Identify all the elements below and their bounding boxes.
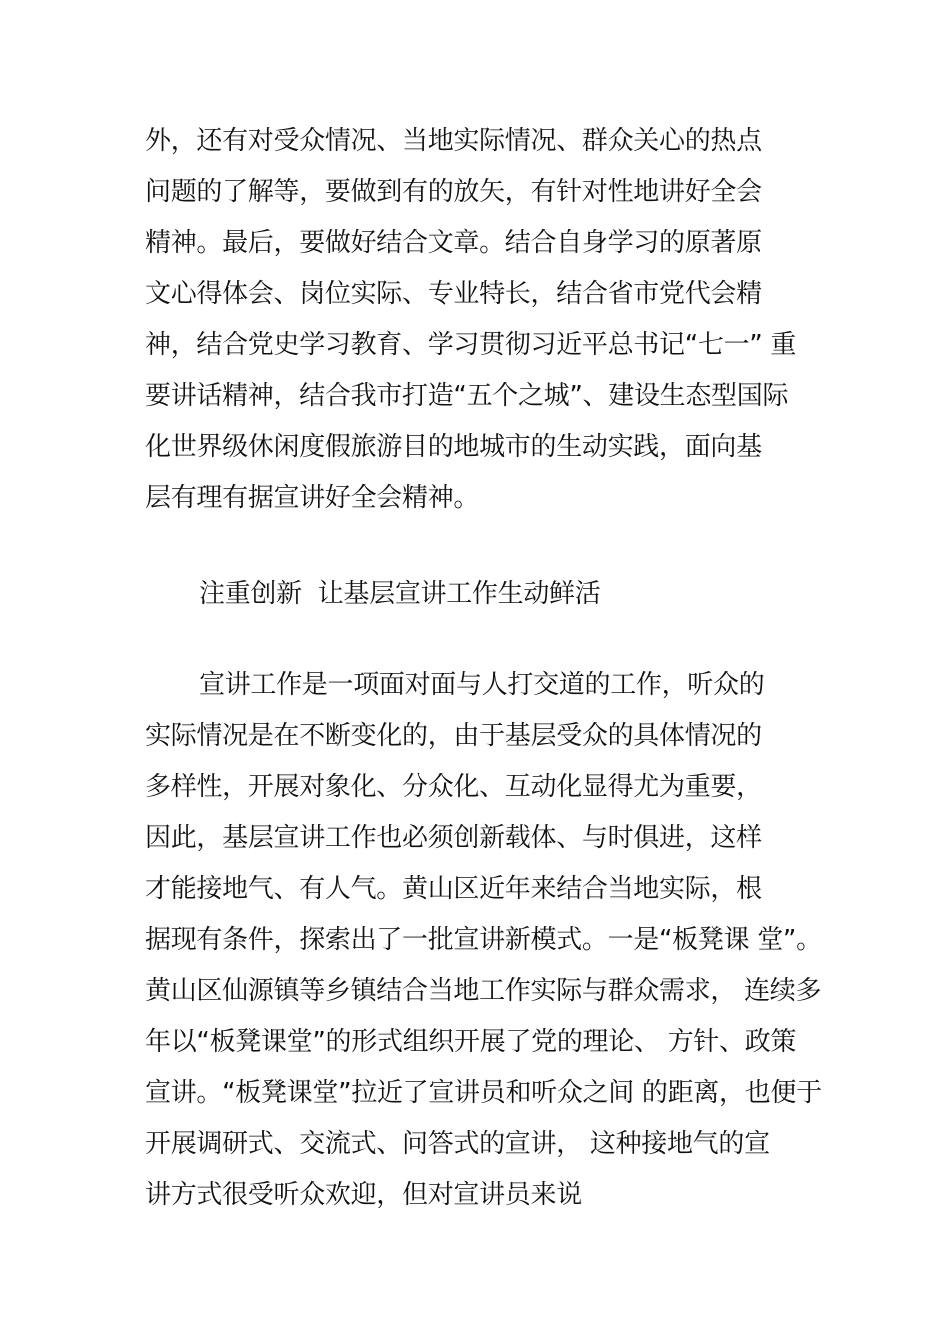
text-line: 讲方式很受听众欢迎，但对宣讲员来说 (145, 1180, 582, 1210)
text-line: 才能接地气、有人气。黄山区近年来结合当地实际，根 (145, 874, 762, 904)
text-line: 因此，基层宣讲工作也必须创新载体、与时俱进，这样 (145, 823, 762, 853)
text-line: 化世界级休闲度假旅游目的地城市的生动实践，面向基 (145, 432, 762, 462)
paragraph-2 (145, 660, 845, 1221)
text-line: 年以“板凳课堂”的形式组织开展了党的理论、 方针、政策 (145, 1027, 797, 1057)
text-line: 要讲话精神，结合我市打造“五个之城”、建设生态型国际 (145, 381, 789, 411)
text-line: 神，结合党史学习教育、学习贯彻习近平总书记“七一” 重 (145, 330, 797, 360)
text-line: 开展调研式、交流式、问答式的宣讲， 这种接地气的宣 (145, 1129, 770, 1159)
text-line: 问题的了解等，要做到有的放矢，有针对性地讲好全会 (145, 177, 762, 207)
text-line: 外，还有对受众情况、当地实际情况、群众关心的热点 (145, 126, 762, 156)
text-line: 文心得体会、岗位实际、专业特长，结合省市党代会精 (145, 279, 762, 309)
text-line: 层有理有据宣讲好全会精神。 (145, 483, 480, 513)
text-line: 精神。最后，要做好结合文章。结合自身学习的原著原 (145, 228, 762, 258)
section-heading (145, 569, 845, 620)
text-line: 据现有条件，探索出了一批宣讲新模式。一是“板凳课 堂”。 (145, 925, 822, 955)
text-line: 实际情况是在不断变化的，由于基层受众的具体情况的 (145, 721, 762, 751)
paragraph-1 (145, 116, 845, 524)
text-line: 宣讲工作是一项面对面与人打交道的工作，听众的 (199, 670, 765, 700)
text-line: 宣讲。“板凳课堂”拉近了宣讲员和听众之间 的距离，也便于 (145, 1078, 822, 1108)
section-heading-text: 注重创新 让基层宣讲工作生动鲜活 (199, 579, 601, 609)
text-line: 多样性，开展对象化、分众化、互动化显得尤为重要， (145, 772, 762, 802)
text-line: 黄山区仙源镇等乡镇结合当地工作实际与群众需求， 连续多 (145, 976, 822, 1006)
